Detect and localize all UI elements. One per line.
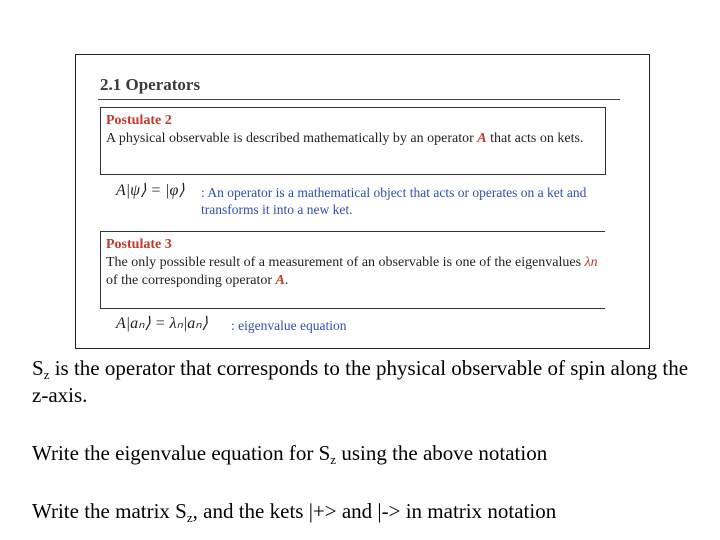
q1-sub: z: [43, 367, 50, 382]
postulate-3-box: [100, 231, 605, 309]
postulate-2-box: [100, 107, 606, 175]
q3-text-b: , and the kets |+> and |-> in matrix notation: [192, 499, 557, 523]
postulate-3-text-a: The only possible result of a measurement of an observable is one of the eigenvalues: [106, 255, 585, 270]
operator-equation-math: A|ψ⟩ = |φ⟩: [116, 182, 185, 199]
postulate-2-heading: Postulate 2: [106, 113, 172, 128]
task-matrix-notation: [32, 498, 556, 525]
q2-text: Write the eigenvalue equation for S: [32, 441, 331, 465]
postulate-3-text-b: of the corresponding operator: [106, 273, 276, 288]
q3-sub: z: [186, 510, 193, 525]
postulate-3-text: [106, 254, 599, 290]
q1-text: is the operator that corresponds to the physical observable of spin along the z-axis.: [32, 356, 689, 407]
postulate-2-text-a: A physical observable is described mathematically by an operator: [106, 131, 478, 146]
figure-title: 2.1 Operators: [100, 75, 201, 94]
postulate-3-heading: Postulate 3: [106, 237, 172, 252]
task-eigenvalue-equation: [32, 440, 547, 467]
q2-sub: z: [330, 452, 337, 467]
q3-text: Write the matrix S: [32, 499, 187, 523]
q2-text-b: using the above notation: [336, 441, 548, 465]
postulate-2-text: [106, 130, 599, 148]
operator-symbol: A: [477, 131, 487, 146]
eigenvalue-equation: [116, 313, 208, 333]
eigenvalue-symbol: λn: [584, 255, 598, 270]
postulate-2-text-b: that acts on kets.: [486, 131, 584, 146]
postulate-3-text-c: .: [284, 273, 289, 288]
operator-equation: [116, 180, 185, 200]
operator-symbol-2: A: [275, 273, 285, 288]
eigenvalue-equation-note: : eigenvalue equation: [231, 318, 347, 333]
title-divider: [98, 99, 620, 100]
eigenvalue-equation-math: A|aₙ⟩ = λₙ|aₙ⟩: [116, 315, 208, 332]
operators-figure: [75, 54, 650, 349]
q1-s: S: [32, 356, 44, 380]
operator-equation-note: : An operator is a mathematical object that acts or operates on a ket and transforms it into a new ket.: [201, 185, 587, 217]
sz-description: [32, 355, 702, 409]
